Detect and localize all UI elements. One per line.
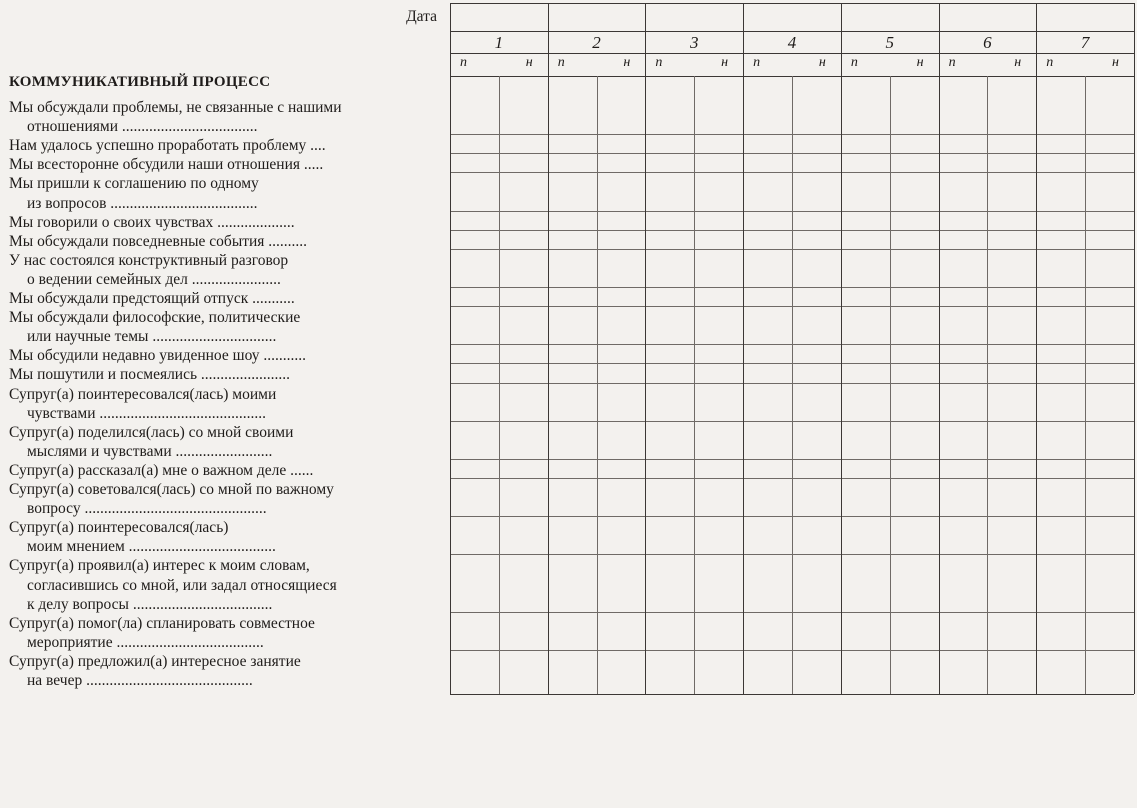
grid-subcolumn-divider [499,76,500,694]
item-label: Мы обсудили недавно увиденное шоу ........... [9,347,306,365]
item-label: Супруг(а) советовался(лась) со мной по важному [9,481,334,498]
grid-subcolumn-divider [890,76,891,694]
item-label: Супруг(а) поинтересовался(лась) моими [9,385,277,403]
subcolumn-n-label: н [1014,55,1022,70]
day-number: 1 [494,33,504,52]
item-label: Мы обсуждали проблемы, не связанные с нашими [9,99,342,116]
item-label: Мы пошутили и посмеялись ....................... [9,366,291,384]
grid-top-border [450,3,1134,4]
subcolumn-n-label: н [525,55,533,70]
item-label: Мы обсуждали философские, политические [9,309,301,327]
subcolumn-p-label: п [948,55,956,70]
subcolumn-p-label: п [850,55,858,70]
subcolumn-n-label: н [1112,55,1119,70]
item-label: из вопросов ...................................... [27,194,258,212]
item-label: У нас состоялся конструктивный разговор [9,251,289,269]
grid-day-divider [841,3,842,694]
section-title: КОММУНИКАТИВНЫЙ ПРОЦЕСС [9,74,271,90]
item-label: мероприятие ...................................... [27,633,264,651]
day-number: 7 [1080,33,1090,52]
grid-subcolumn-divider [694,76,695,694]
item-label: к делу вопросы .................................... [27,595,273,613]
grid-day-divider [1134,3,1135,694]
grid-day-divider [939,3,940,694]
item-label: Супруг(а) предложил(а) интересное занятие [9,652,301,670]
item-label: мыслями и чувствами ......................... [27,442,273,460]
grid-subcolumn-divider [597,76,598,694]
grid-day-divider [1036,3,1037,694]
grid-subcolumn-divider [792,76,793,694]
day-number: 4 [787,33,797,52]
grid-bottom-border [450,694,1134,695]
item-label: Мы обсуждали предстоящий отпуск ........... [9,290,295,307]
item-label: Мы говорили о своих чувствах .................... [9,213,295,231]
item-label: Супруг(а) рассказал(а) мне о важном деле ...... [9,461,314,479]
grid-day-divider [450,3,451,694]
grid-day-row-line [450,31,1134,32]
subcolumn-p-label: п [1046,55,1054,70]
item-label: Мы пришли к соглашению по одному [9,175,259,193]
item-label: Супруг(а) поинтересовался(лась) [9,519,229,537]
subcolumn-n-label: н [818,55,826,70]
grid-day-divider [743,3,744,694]
subcolumn-n-label: н [916,55,924,70]
grid-subheader-line [450,53,1134,54]
subcolumn-p-label: п [655,55,663,70]
item-label: Мы обсуждали повседневные события .......... [9,232,308,250]
item-label: о ведении семейных дел ....................... [27,270,281,288]
grid-day-divider [645,3,646,694]
item-label: или научные темы ................................ [27,328,277,346]
item-label: чувствами ........................................... [27,404,267,422]
subcolumn-p-label: п [460,55,467,70]
item-label: Супруг(а) проявил(а) интерес к моим словам, [9,557,310,575]
subcolumn-p-label: п [753,55,761,70]
item-label: вопросу ............................................... [27,500,267,518]
item-label: согласившись со мной, или задал относящиеся [27,576,337,594]
day-number: 6 [983,33,992,52]
subcolumn-p-label: п [557,55,565,70]
item-label: отношениями ................................... [27,118,258,136]
day-number: 2 [592,33,601,52]
day-number: 3 [690,33,699,52]
subcolumn-n-label: н [623,55,631,70]
grid-subcolumn-divider [987,76,988,694]
subcolumn-n-label: н [721,55,729,70]
item-label: Мы всесторонне обсудили наши отношения ..... [9,156,324,174]
grid-day-divider [548,3,549,694]
item-label: на вечер ........................................... [27,672,253,689]
item-label: моим мнением ...................................... [27,538,276,556]
grid-subcolumn-divider [1085,76,1086,694]
date-label: Дата [406,8,437,25]
item-label: Нам удалось успешно проработать проблему .... [9,137,326,155]
day-number: 5 [885,33,894,52]
item-label: Супруг(а) поделился(лась) со мной своими [9,423,294,441]
item-label: Супруг(а) помог(ла) спланировать совместное [9,614,315,632]
